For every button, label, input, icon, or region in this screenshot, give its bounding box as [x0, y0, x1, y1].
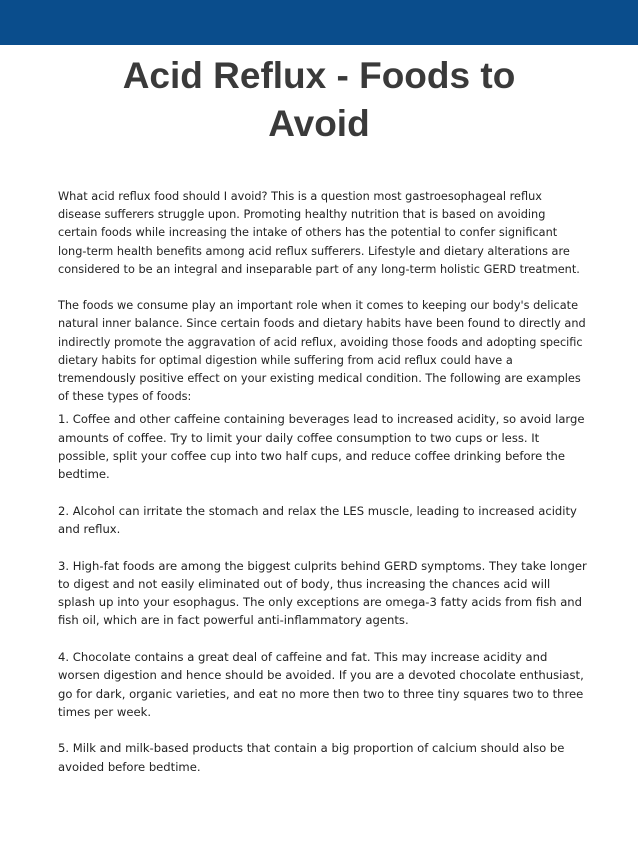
paragraph-spacer	[58, 279, 588, 297]
foods-list	[58, 410, 588, 776]
intro-paragraph-2: The foods we consume play an important role when it comes to keeping our body's delicate natural inner balance. Since certain foods and dietary habits have been found to directly and indirectly promote the aggravation of acid reflux, avoiding those foods and adopting specific dietary habits for optimal digestion while suffering from acid reflux could have a tremendously positive effect on your existing medical condition. The following are examples of these types of foods:	[58, 299, 586, 404]
page-title	[40, 52, 598, 148]
page-title-line-1: Acid Reflux - Foods to	[122, 55, 516, 96]
intro-paragraph-1: What acid reflux food should I avoid? This is a question most gastroesophageal reflux disease sufferers struggle upon. Promoting healthy nutrition that is based on avoiding certain foods while increasing the intake of others has the potential to confer significant long-term health benefits among acid reflux sufferers. Lifestyle and dietary alterations are considered to be an integral and inseparable part of any long-term holistic GERD treatment.	[58, 190, 580, 276]
paragraph-spacer	[58, 630, 588, 648]
list-item-coffee: 1. Coffee and other caffeine containing beverages lead to increased acidity, so avoid large amounts of coffee. Try to limit your daily coffee consumption to two cups or less. It possible, split your coffee cup into two half cups, and reduce coffee drinking before the bedtime.	[58, 412, 585, 482]
list-item-alcohol: 2. Alcohol can irritate the stomach and relax the LES muscle, leading to increased acidity and reflux.	[58, 503, 577, 537]
paragraph-spacer	[58, 538, 588, 556]
article-body	[58, 188, 588, 776]
list-item-milk: 5. Milk and milk-based products that contain a big proportion of calcium should also be avoided before bedtime.	[58, 741, 565, 774]
page-title-line-2: Avoid	[268, 103, 370, 144]
list-item-high-fat: 3. High-fat foods are among the biggest culprits behind GERD symptoms. They take longer to digest and not easily eliminated out of body, thus increasing the chances acid will splash up into your esophagus. The only exceptions are omega-3 fatty acids from fish and fish oil, which are in fact powerful anti-inflammatory agents.	[58, 558, 587, 628]
paragraph-spacer	[58, 484, 588, 502]
header-bar	[0, 0, 638, 45]
paragraph-spacer	[58, 721, 588, 739]
list-item-chocolate: 4. Chocolate contains a great deal of caffeine and fat. This may increase acidity and worsen digestion and hence should be avoided. If you are a devoted chocolate enthusiast, go for dark, organic varieties, and eat no more then two to three tiny squares two to three times per week.	[58, 649, 584, 719]
